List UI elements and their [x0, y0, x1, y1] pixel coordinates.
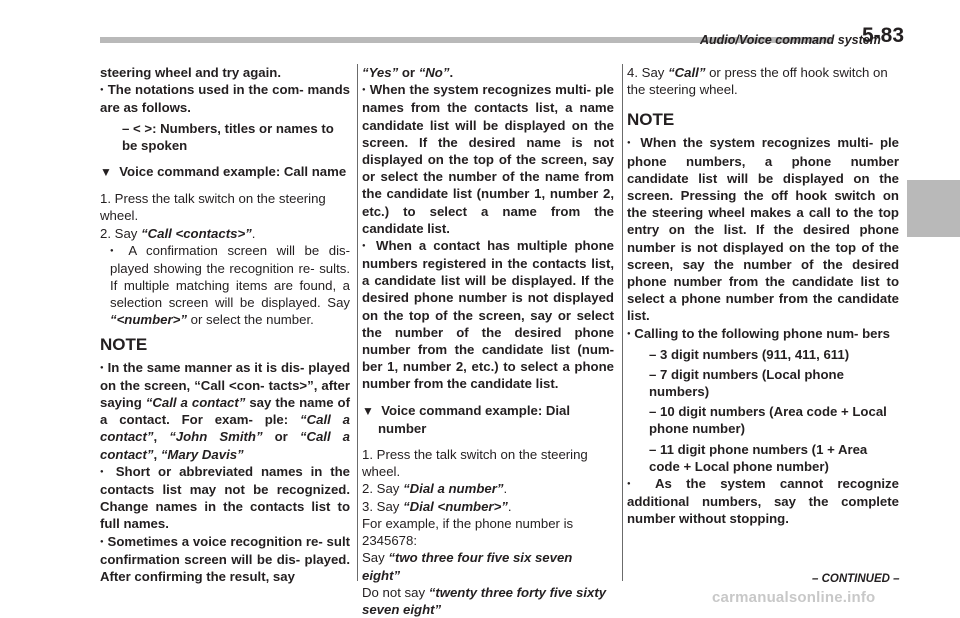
- bullet-icon: ●: [110, 247, 120, 254]
- command-example-heading: ▼ Voice command example: Dial number: [362, 402, 571, 436]
- page-number: 5-83: [862, 24, 905, 47]
- note-bullet: ● As the system cannot recognize additional numbers, say the complete number without stopping.: [627, 476, 899, 527]
- watermark: carmanualsonline.info: [712, 589, 876, 606]
- bullet-icon: ●: [100, 364, 104, 371]
- command-example-heading: ▼ Voice command example: Call name: [100, 163, 347, 179]
- column-2: [362, 64, 614, 618]
- bullet-icon: ●: [627, 330, 631, 337]
- say-example: Say “two three four five six seven eight”: [362, 550, 573, 583]
- bullet-icon: ●: [627, 480, 642, 487]
- step-1: 1. Press the talk switch on the steering wheel.: [100, 191, 326, 224]
- step-2-detail: ● A confirmation screen will be dis- played showing the recognition re- sults. If multiple matching items are found, a selection screen will be displayed. Say “<number>” or select the number.: [110, 242, 351, 328]
- section-title: Audio/Voice command system: [700, 33, 881, 47]
- text-line: steering wheel and try again.: [100, 65, 282, 80]
- note-heading: NOTE: [100, 334, 148, 354]
- example-text: For example, if the phone number is 2345678:: [362, 515, 574, 549]
- dash-item: – 10 digit numbers (Area code + Local phone number): [649, 404, 887, 437]
- bullet-paragraph: ● The notations used in the com- mands are as follows.: [100, 82, 351, 116]
- note-bullet: ● When the system recognizes multi- ple phone numbers, a phone number candidate list will be displayed on the screen. Pressing the off hook switch on the steering wheel makes a call to the top entry on the list. If the desired phone number is not displayed on the top of the screen, say the number of the desired phone number from the candidate list to select a phone number from the candidate list.: [627, 135, 899, 324]
- dash-item: – 11 digit phone numbers (1 + Area code + Local phone number): [649, 441, 868, 474]
- bullet-icon: ●: [100, 468, 108, 475]
- bullet-icon: ●: [100, 87, 104, 94]
- column-divider-2: [622, 64, 623, 581]
- column-1: [100, 64, 350, 585]
- bullet-icon: ●: [627, 140, 634, 147]
- note-bullet: ● In the same manner as it is dis- played on the screen, “Call <con- tacts>”, after saying “Call a contact” say the name of a contact. For exam- ple: “Call a contact”, “John Smith” or “Call a contact”, “Mary Davis”: [100, 359, 351, 462]
- notation-item: – < >: Numbers, titles or names to be spoken: [122, 120, 334, 153]
- note-bullet: ● Sometimes a voice recognition re- sult confirmation screen will be dis- played. After confirming the result, say: [100, 533, 350, 584]
- step-4: 4. Say “Call” or press the off hook switch on the steering wheel.: [627, 65, 888, 98]
- chapter-side-tab: [907, 180, 960, 237]
- bullet-icon: ●: [362, 87, 366, 94]
- bullet-paragraph: ● When the system recognizes multi- ple names from the contacts list, a name candidate list will be displayed on the screen. If the desired name is not displayed on the top of the screen, say or select the number of the name from the candidate list (number 1, number 2, etc.) to select a name from the candidate list.: [362, 82, 614, 236]
- bullet-paragraph: ● When a contact has multiple phone numbers registered in the contacts list, a candidate list will be displayed. If the desired phone number is not displayed on the top of the screen, say or select the number of the desired phone number from the candidate list (num- ber 1, number 2, etc.) to select a phone number from the candidate list.: [362, 237, 615, 392]
- step-2: 2. Say “Dial a number”.: [362, 481, 508, 497]
- step-1: 1. Press the talk switch on the steering wheel.: [362, 447, 588, 480]
- step-2: 2. Say “Call <contacts>”.: [100, 225, 256, 241]
- step-3: 3. Say “Dial <number>”.: [362, 498, 512, 514]
- note-bullet: ● Short or abbreviated names in the contacts list may not be recognized. Change names in the contacts list to full names.: [100, 463, 351, 532]
- continued-label: – CONTINUED –: [812, 573, 900, 585]
- column-divider-1: [357, 64, 358, 581]
- bullet-icon: ●: [100, 538, 104, 545]
- column-3: [627, 64, 899, 528]
- do-not-say-example: Do not say “twenty three forty five sixty seven eight”: [362, 584, 607, 617]
- triangle-icon: ▼: [362, 403, 374, 418]
- dash-item: – 7 digit numbers (Local phone numbers): [649, 366, 844, 400]
- bullet-icon: ●: [362, 242, 369, 249]
- note-bullet: ● Calling to the following phone num- bers: [627, 325, 890, 341]
- note-heading: NOTE: [627, 110, 675, 130]
- triangle-icon: ▼: [100, 164, 112, 179]
- dash-item: – 3 digit numbers (911, 411, 611): [649, 346, 850, 362]
- text-line: “Yes” or “No”.: [362, 65, 454, 80]
